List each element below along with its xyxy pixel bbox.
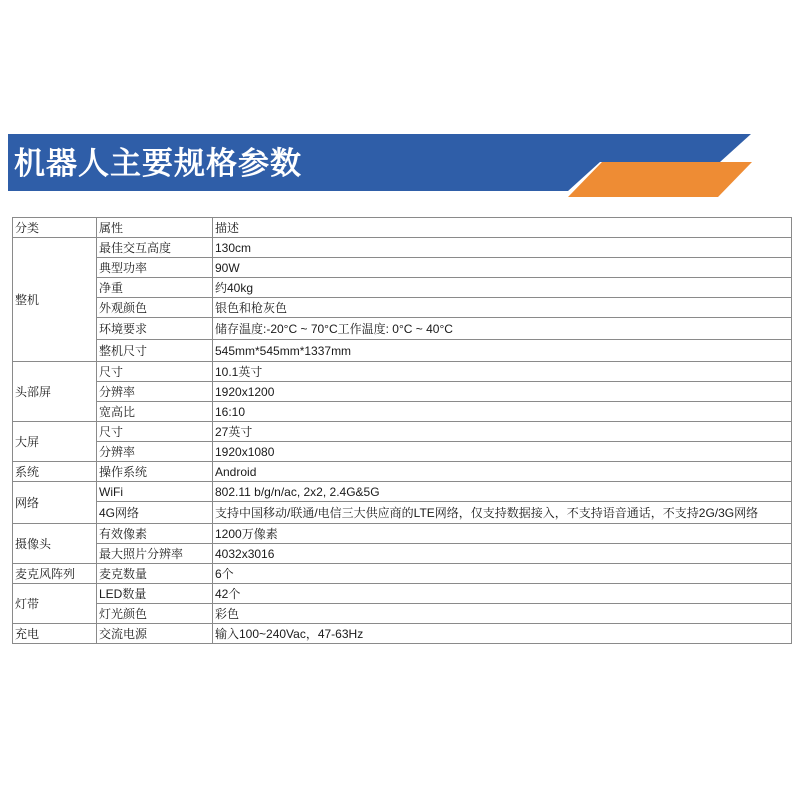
table-row	[13, 482, 792, 502]
description-cell: 1200万像素	[213, 524, 792, 544]
attribute-cell: 净重	[97, 278, 213, 298]
table-row	[13, 604, 792, 624]
description-cell: 42个	[213, 584, 792, 604]
description-cell: 27英寸	[213, 422, 792, 442]
description-cell: 银色和枪灰色	[213, 298, 792, 318]
attribute-cell: 尺寸	[97, 362, 213, 382]
description-cell: 4032x3016	[213, 544, 792, 564]
attribute-cell: 分辨率	[97, 442, 213, 462]
attribute-cell: 4G网络	[97, 502, 213, 524]
category-header: 分类	[13, 218, 97, 238]
category-cell: 头部屏	[13, 362, 97, 422]
description-cell: 90W	[213, 258, 792, 278]
description-cell: 10.1英寸	[213, 362, 792, 382]
table-row	[13, 422, 792, 442]
attribute-cell: 最大照片分辨率	[97, 544, 213, 564]
table-row	[13, 258, 792, 278]
table-row	[13, 318, 792, 340]
attribute-cell: 宽高比	[97, 402, 213, 422]
attribute-cell: WiFi	[97, 482, 213, 502]
category-cell: 灯带	[13, 584, 97, 624]
table-row	[13, 544, 792, 564]
description-cell: 130cm	[213, 238, 792, 258]
table-row	[13, 402, 792, 422]
description-cell: 6个	[213, 564, 792, 584]
table-row	[13, 524, 792, 544]
description-cell: 1920x1080	[213, 442, 792, 462]
attribute-cell: 尺寸	[97, 422, 213, 442]
category-cell: 充电	[13, 624, 97, 644]
attribute-cell: LED数量	[97, 584, 213, 604]
description-cell: Android	[213, 462, 792, 482]
category-cell: 整机	[13, 238, 97, 362]
attribute-cell: 外观颜色	[97, 298, 213, 318]
table-row	[13, 462, 792, 482]
page-title: 机器人主要规格参数	[14, 146, 302, 182]
attribute-cell: 麦克数量	[97, 564, 213, 584]
attribute-cell: 典型功率	[97, 258, 213, 278]
category-cell: 大屏	[13, 422, 97, 462]
attribute-cell: 灯光颜色	[97, 604, 213, 624]
title-banner	[0, 0, 800, 210]
attribute-cell: 环境要求	[97, 318, 213, 340]
description-cell: 输入100~240Vac，47-63Hz	[213, 624, 792, 644]
table-row	[13, 584, 792, 604]
spec-table-body	[13, 218, 792, 644]
banner-orange-stripe	[568, 162, 752, 197]
table-row	[13, 362, 792, 382]
attribute-cell: 操作系统	[97, 462, 213, 482]
description-cell: 彩色	[213, 604, 792, 624]
attribute-header: 属性	[97, 218, 213, 238]
category-cell: 麦克风阵列	[13, 564, 97, 584]
attribute-cell: 交流电源	[97, 624, 213, 644]
description-cell: 约40kg	[213, 278, 792, 298]
table-row	[13, 298, 792, 318]
attribute-cell: 有效像素	[97, 524, 213, 544]
description-cell: 储存温度:-20°C ~ 70°C工作温度: 0°C ~ 40°C	[213, 318, 792, 340]
category-cell: 摄像头	[13, 524, 97, 564]
description-header: 描述	[213, 218, 792, 238]
table-row	[13, 624, 792, 644]
attribute-cell: 整机尺寸	[97, 340, 213, 362]
attribute-cell: 分辨率	[97, 382, 213, 402]
table-row	[13, 382, 792, 402]
description-cell: 545mm*545mm*1337mm	[213, 340, 792, 362]
category-cell: 系统	[13, 462, 97, 482]
table-row	[13, 564, 792, 584]
spec-table	[12, 217, 792, 644]
table-row	[13, 340, 792, 362]
description-cell: 支持中国移动/联通/电信三大供应商的LTE网络，仅支持数据接入，不支持语音通话，不支持2G/3G网络	[213, 502, 792, 524]
table-row	[13, 442, 792, 462]
category-cell: 网络	[13, 482, 97, 524]
description-cell: 802.11 b/g/n/ac, 2x2, 2.4G&5G	[213, 482, 792, 502]
description-cell: 16:10	[213, 402, 792, 422]
table-row	[13, 238, 792, 258]
attribute-cell: 最佳交互高度	[97, 238, 213, 258]
table-header-row	[13, 218, 792, 238]
table-row	[13, 502, 792, 524]
table-row	[13, 278, 792, 298]
description-cell: 1920x1200	[213, 382, 792, 402]
